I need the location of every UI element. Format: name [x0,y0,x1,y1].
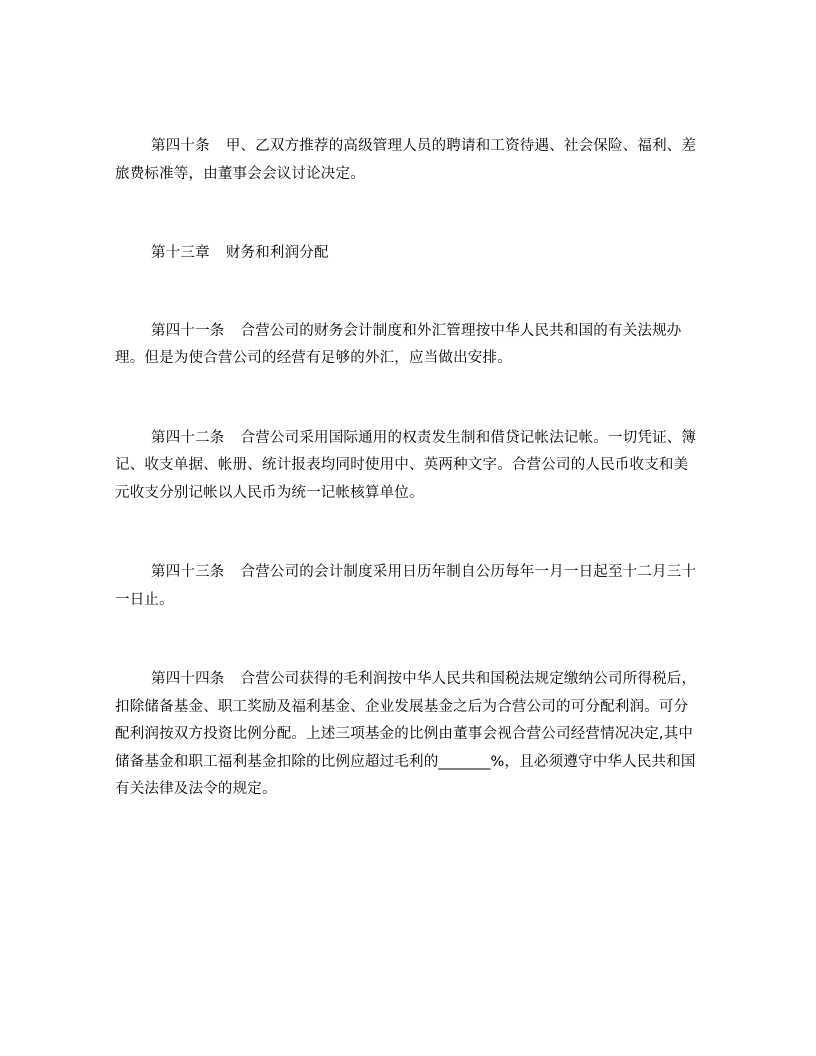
chapter-13-number: 第十三章 [151,245,210,261]
document-content [115,133,700,804]
chapter-13-title: 财务和利润分配 [225,245,329,261]
article-41-text: 合营公司的财务会计制度和外汇管理按中华人民共和国的有关法规办理。但是为使合营公司的经营有足够的外汇，应当做出安排。 [115,322,682,366]
article-40-number: 第四十条 [151,138,210,154]
article-44-paragraph [115,666,700,804]
article-44-number: 第四十四条 [151,671,225,687]
article-42-paragraph [115,425,700,508]
article-42-number: 第四十二条 [151,429,225,446]
chapter-13-heading [115,240,700,268]
article-40-text: 甲、乙双方推荐的高级管理人员的聘请和工资待遇、社会保险、福利、差旅费标准等，由董事会会议讨论决定。 [115,138,697,182]
article-41-number: 第四十一条 [151,322,225,339]
article-43-number: 第四十三条 [151,564,225,580]
article-41-paragraph [115,318,700,373]
article-42-text: 合营公司采用国际通用的权责发生制和借贷记帐法记帐。一切凭证、簿记、收支单据、帐册、统计报表均同时使用中、英两种文字。合营公司的人民币收支和美元收支分别记帐以人民币为统一记帐核算单位。 [115,429,697,501]
article-40-paragraph [115,133,700,188]
article-43-text: 合营公司的会计制度采用日历年制自公历每年一月一日起至十二月三十一日止。 [115,564,697,608]
article-44-text: 合营公司获得的毛利润按中华人民共和国税法规定缴纳公司所得税后，扣除储备基金、职工奖励及福利基金、企业发展基金之后为合营公司的可分配利润。可分配利润按双方投资比例分配。上述三项基金的比例由董事会视合营公司经营情况决定,其中储备基金和职工福利基金扣除的比例应超过毛利的_______%，且必须遵守中华人民共和国有关法律及法令的规定。 [115,671,697,797]
article-43-paragraph [115,559,700,614]
